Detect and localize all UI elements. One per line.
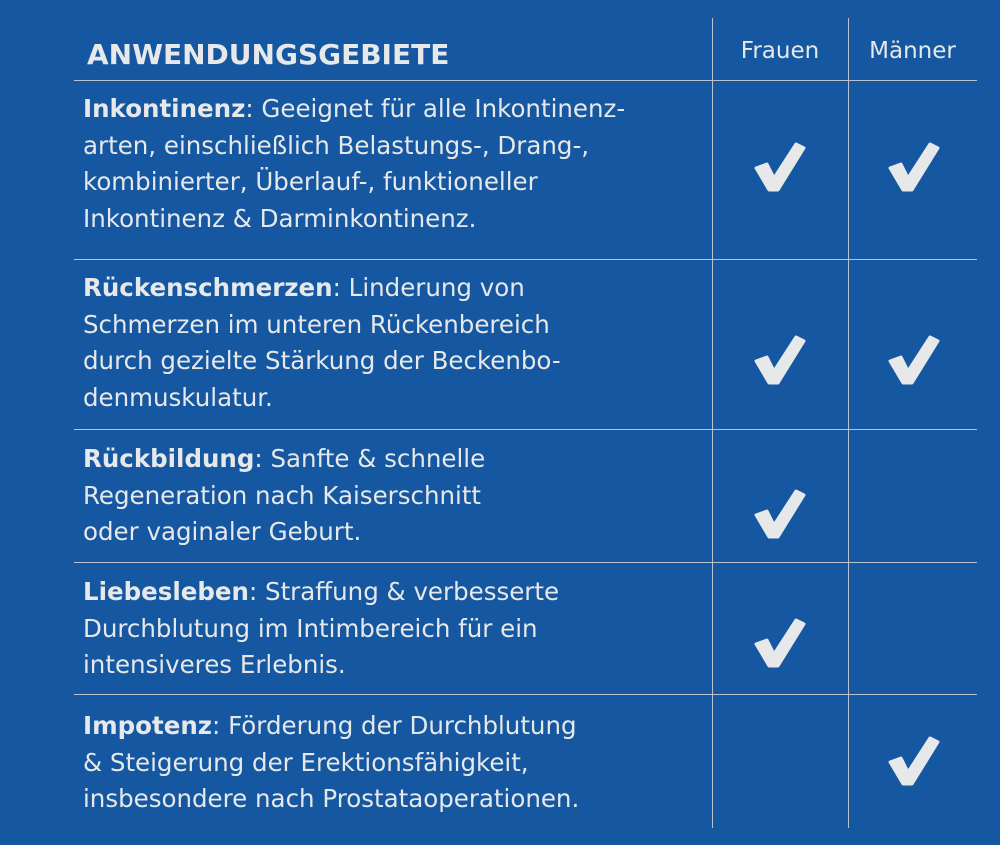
row-text-line: Durchblutung im Intimbereich für ein: [83, 613, 538, 643]
row-text-line: : Geeignet für alle Inkontinenz-: [245, 94, 626, 123]
row-text-line: oder vaginaler Geburt.: [83, 517, 362, 546]
row-term: Rückenschmerzen: [83, 273, 333, 302]
row-text-line: denmuskulatur.: [83, 382, 273, 412]
row-text-line: : Förderung der Durchblutung: [212, 711, 577, 740]
table-row: [74, 694, 977, 828]
row-text-line: insbesondere nach Prostataoperationen.: [83, 784, 580, 813]
table-title: ANWENDUNGSGEBIETE: [87, 38, 450, 71]
row-term: Inkontinenz: [83, 94, 246, 123]
table-row: [74, 429, 977, 562]
row-description: [83, 91, 708, 237]
row-text-line: Regeneration nach Kaiserschnitt: [83, 480, 482, 510]
row-description: [83, 574, 708, 684]
check-mark-icon: [750, 331, 810, 387]
row-text-line: : Straffung & verbesserte: [248, 577, 560, 606]
row-text-line: : Sanfte & schnelle: [254, 444, 486, 473]
row-text-line: Schmerzen im unteren Rückenbereich: [83, 309, 550, 339]
indications-table: [74, 18, 977, 828]
row-text-line: arten, einschließlich Belastungs-, Drang-,: [83, 130, 590, 160]
column-header-maenner: Männer: [869, 38, 956, 64]
row-text-line: & Steigerung der Erektionsfähigkeit,: [83, 747, 529, 777]
row-text-line: intensiveres Erlebnis.: [83, 650, 346, 679]
row-description: [83, 441, 708, 551]
row-text-line: : Linderung von: [332, 273, 525, 302]
table-header: [74, 18, 977, 80]
column-header-frauen: Frauen: [740, 38, 820, 64]
table-row: [74, 562, 977, 694]
row-text-line: durch gezielte Stärkung der Beckenbo-: [83, 346, 561, 375]
row-text-line: Inkontinenz & Darminkontinenz.: [83, 203, 477, 233]
check-mark-icon: [884, 732, 944, 788]
check-mark-icon: [884, 331, 944, 387]
row-term: Rückbildung: [83, 444, 255, 473]
row-term: Impotenz: [83, 711, 213, 740]
row-description: [83, 270, 708, 416]
check-mark-icon: [884, 138, 944, 194]
check-mark-icon: [750, 614, 810, 670]
table-row: [74, 259, 977, 429]
check-mark-icon: [750, 485, 810, 541]
table-row: [74, 80, 977, 259]
check-mark-icon: [750, 138, 810, 194]
row-text-line: kombinierter, Überlauf-, funktioneller: [83, 167, 538, 196]
row-term: Liebesleben: [83, 577, 249, 606]
row-description: [83, 708, 708, 818]
